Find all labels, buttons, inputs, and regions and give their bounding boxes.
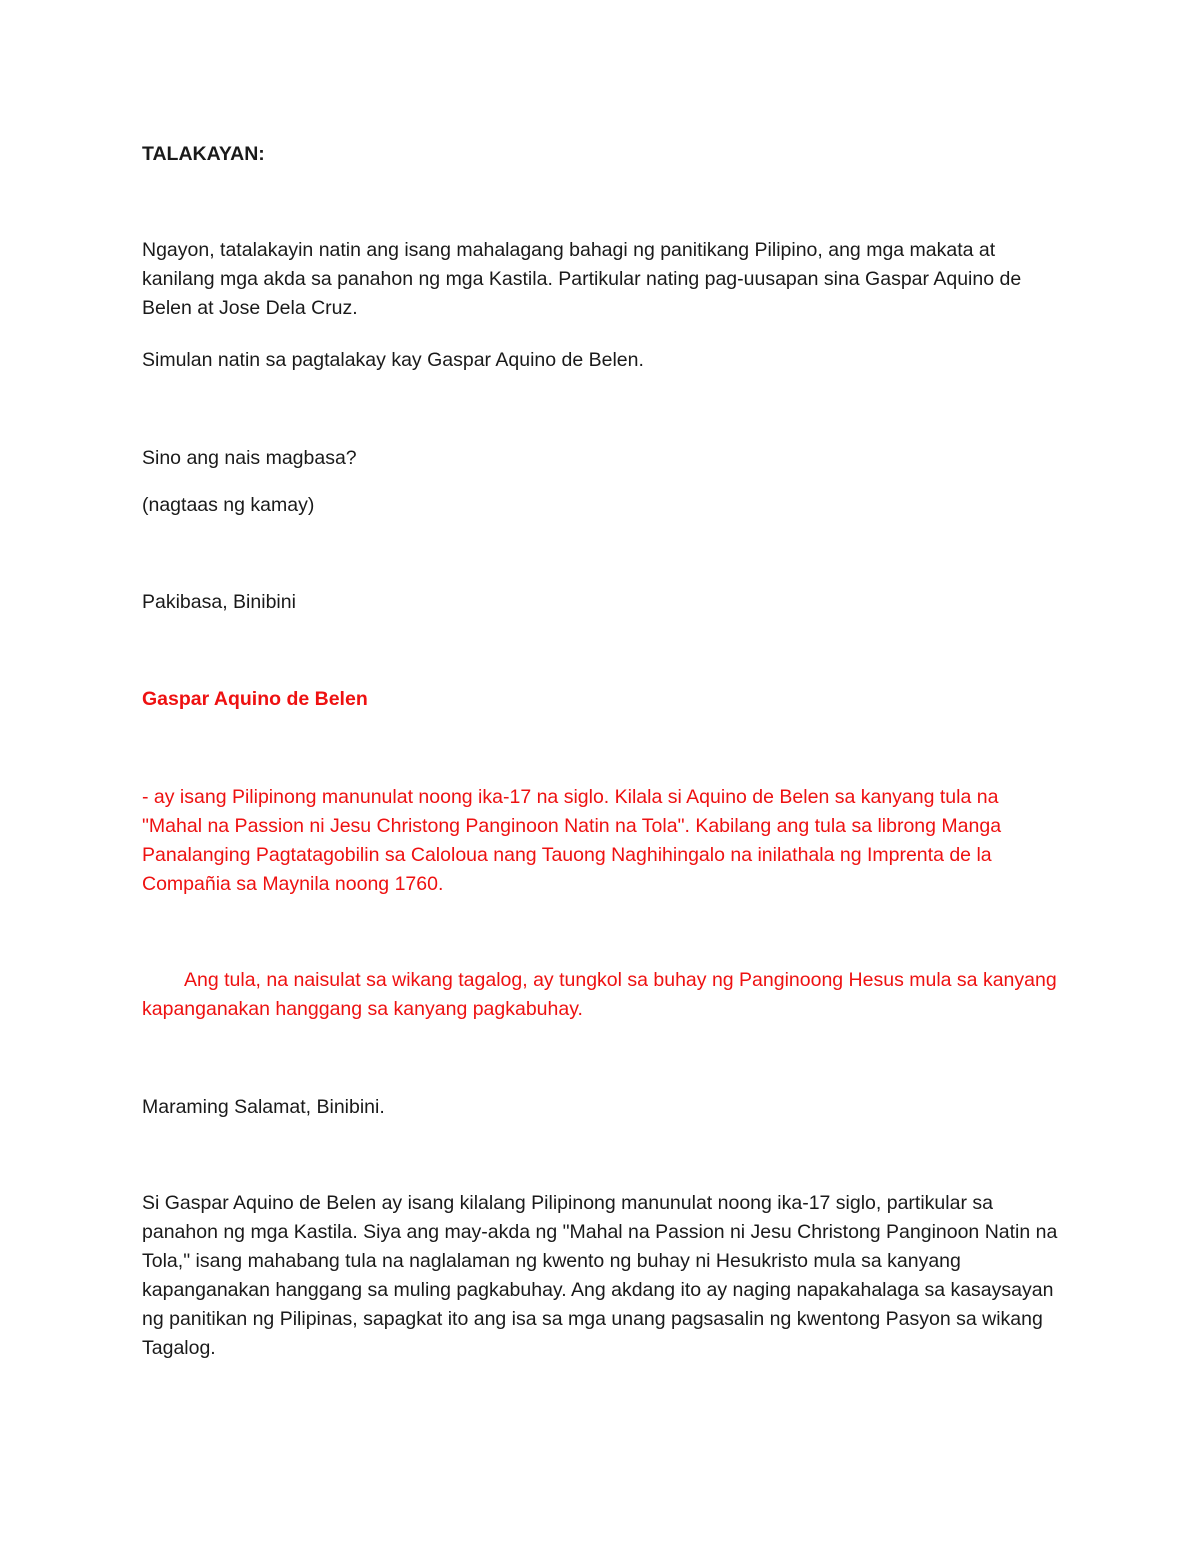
intro-paragraph: Ngayon, tatalakayin natin ang isang mahalagang bahagi ng panitikang Pilipino, ang mga makata at kanilang mga akda sa panahon ng mga Kastila. Partikular nating pag-uusapan sina Gaspar Aquino de Belen at Jose Dela Cruz.: [142, 239, 1022, 319]
thanks-line: Maraming Salamat, Binibini.: [142, 1096, 385, 1118]
start-line: Simulan natin sa pagtalakay kay Gaspar Aquino de Belen.: [142, 349, 644, 371]
request-line: Pakibasa, Binibini: [142, 591, 296, 613]
red-heading: Gaspar Aquino de Belen: [142, 688, 368, 710]
section-heading: TALAKAYAN:: [142, 143, 265, 165]
closing-paragraph: Si Gaspar Aquino de Belen ay isang kilalang Pilipinong manunulat noong ika-17 siglo, partikular sa panahon ng mga Kastila. Siya ang may-akda ng "Mahal na Passion ni Jesu Christong Panginoon Natin na Tola," isang mahabang tula na naglalaman ng kwento ng buhay ni Hesukristo mula sa kanyang kapanganakan hanggang sa muling pagkabuhay. Ang akdang ito ay naging napakahalaga sa kasaysayan ng panitikan ng Pilipinas, sapagkat ito ang isa sa mga unang pagsasalin ng kwentong Pasyon sa wikang Tagalog.: [142, 1192, 1058, 1359]
question-line: Sino ang nais magbasa?: [142, 447, 357, 469]
red-paragraph-1: - ay isang Pilipinong manunulat noong ika-17 na siglo. Kilala si Aquino de Belen sa kanyang tula na "Mahal na Passion ni Jesu Christong Panginoon Natin na Tola". Kabilang ang tula sa librong Manga Panalanging Pagtatagobilin sa Caloloua nang Tauong Naghihingalo na inilathala ng Imprenta de la Compañia sa Maynila noong 1760.: [142, 786, 1002, 895]
red-paragraph-2: Ang tula, na naisulat sa wikang tagalog, ay tungkol sa buhay ng Panginoong Hesus mula sa kanyang kapanganakan hanggang sa kanyang pagkabuhay.: [142, 969, 1057, 1020]
action-line: (nagtaas ng kamay): [142, 494, 315, 516]
